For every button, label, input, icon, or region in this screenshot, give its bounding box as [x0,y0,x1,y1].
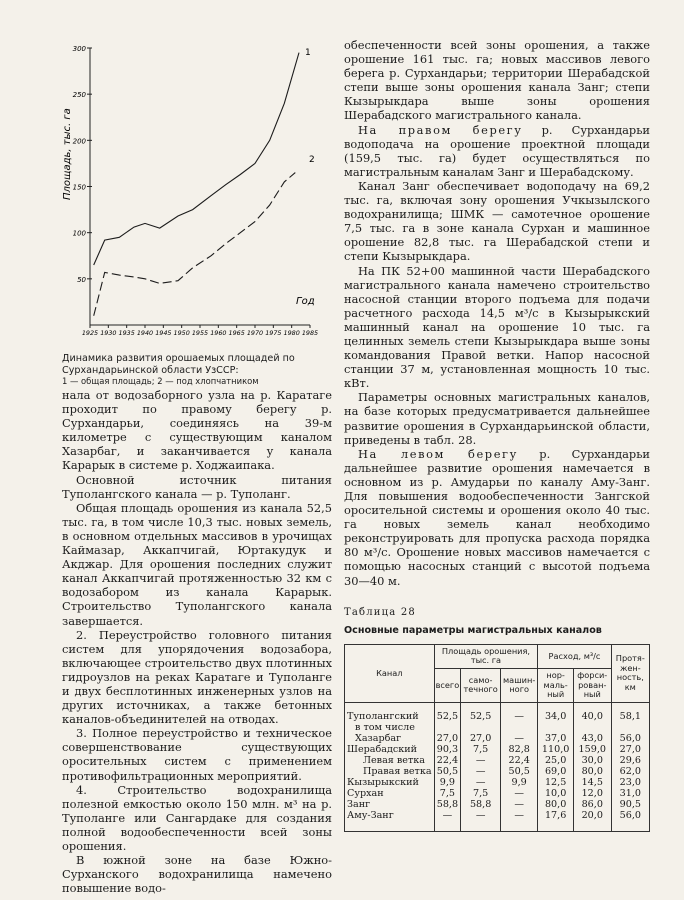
figure-caption [62,353,334,388]
x-tick-label: 1960 [210,329,227,337]
header-machine: машин-ного [501,669,538,703]
table-cell [461,722,501,733]
table-cell: — [501,788,538,799]
table-row [345,733,650,744]
table-cell: 27,0 [611,744,649,755]
table-cell: — [461,777,501,788]
cell-canal: Туполангский [345,702,435,722]
table-cell: 43,0 [573,733,611,744]
table-cell: 56,0 [611,733,649,744]
cell-canal: Кызырыкский [345,777,435,788]
table-row [345,810,650,832]
table-cell: 56,0 [611,810,649,832]
series-line-2 [94,173,296,316]
y-tick-label: 250 [72,91,86,100]
table-cell: — [434,810,461,832]
right-text-column [344,38,650,832]
cell-canal: Левая ветка [345,755,435,766]
table-cell [573,722,611,733]
table-cell [538,722,574,733]
table-cell: 62,0 [611,766,649,777]
table-row [345,702,650,722]
line-label-1: 1 [305,48,311,58]
y-tick-label: 300 [72,45,86,53]
table-cell: 82,8 [501,744,538,755]
table-cell: 37,0 [538,733,574,744]
table-cell: 22,4 [501,755,538,766]
table-cell: 7,5 [461,788,501,799]
table-cell: 52,5 [434,702,461,722]
table-cell: 31,0 [611,788,649,799]
spaced-lead: На правом берегу [358,122,523,137]
table-cell: — [501,799,538,810]
table-cell: — [501,810,538,832]
line-label-2: 2 [309,155,315,165]
x-tick-label: 1975 [265,329,282,337]
paragraph [344,447,650,588]
table-row [345,766,650,777]
table-cell: 110,0 [538,744,574,755]
table-cell: 40,0 [573,702,611,722]
table-cell: 29,6 [611,755,649,766]
table-cell [434,722,461,733]
caption-legend: 1 — общая площадь; 2 — под хлопчатником [62,376,259,386]
table-cell: 58,1 [611,702,649,722]
header-total: всего [434,669,461,703]
table-cell: — [501,733,538,744]
table-cell: 80,0 [538,799,574,810]
paragraph: Параметры основных магистральных каналов, на базе которых предусматривается дальнейшее развитие орошения в Сурхандарьинской области, приведены в табл. 28. [344,390,650,447]
caption-title: Динамика развития орошаемых площадей по Сурхандарьинской области УзССР: [62,353,295,376]
table-cell: 30,0 [573,755,611,766]
x-tick-label: 1955 [191,329,209,337]
x-tick-label: 1930 [100,329,117,337]
paragraph: Общая площадь орошения из канала 52,5 тыс. га, в том числе 10,3 тыс. новых земель, в основном отдельных массивов в урочищах Каймазар, Аккапчигай, Юртакудук и Акджар. Для орошения последних служит канал Аккапчигай протяженностью 32 км с водозабором из канала Карарык. Строительство Туполангского канала завершается. [62,500,332,628]
table-cell: 58,8 [434,799,461,810]
header-flow-group: Расход, м³/с [538,644,611,668]
paragraph-text: р. Сурхандарьи водоподача на орошение проектной площади (159,5 тыс. га) будет осуществляться по магистральным каналам Занг и Шерабадскому. [344,122,651,179]
table-cell: 90,5 [611,799,649,810]
paragraph [344,123,650,179]
paragraph-text: р. Сурхандарьи дальнейшее развитие орошения намечается в основном из р. Амударьи по каналу Аму-Занг. Для повышения водообеспеченности Зангской оросительной системы и орошения около 40 тыс. га новых земель канал необходимо реконструировать для пропуска расхода порядка 80 м³/с. Орошение новых массивов намечается с помощью насосных станций с высотой подъема 30—40 м. [344,446,650,588]
canals-table [344,644,650,832]
x-axis-label: Год [296,296,315,307]
table-cell: 20,0 [573,810,611,832]
series-line-1 [94,53,299,265]
table-row [345,722,650,733]
table-cell: 50,5 [501,766,538,777]
table-cell: 22,4 [434,755,461,766]
table-cell: 80,0 [573,766,611,777]
table-cell: 25,0 [538,755,574,766]
cell-canal: Занг [345,799,435,810]
table-row [345,755,650,766]
table-cell: 34,0 [538,702,574,722]
table-row [345,799,650,810]
table-cell: 159,0 [573,744,611,755]
paragraph: В южной зоне на базе Южно-Сурханского водохранилища намечено повышение водо- [62,853,332,896]
header-length: Протя-жен-ность, км [611,644,649,702]
header-forced: форси-рован-ный [573,669,611,703]
x-tick-label: 1925 [81,329,99,337]
cell-canal: Хазарбаг [345,733,435,744]
x-tick-label: 1985 [301,329,319,337]
cell-canal: Правая ветка [345,766,435,777]
table-row [345,788,650,799]
paragraph: На ПК 52+00 машинной части Шерабадского магистрального канала намечено строительство насосной станции второго подъема для подачи расчетного расхода 14,5 м³/с в Кызырыкский машинный канал на орошение 10 тыс. га целинных земель степи Кызырыкдара выше зоны командования Правой ветки. Напор насосной станции 37 м, установленная мощность 10 тыс. кВт. [344,263,650,391]
table-cell: — [501,702,538,722]
x-tick-label: 1945 [155,329,172,337]
table-cell: 12,5 [538,777,574,788]
table-cell: 17,6 [538,810,574,832]
table-cell: 27,0 [461,733,501,744]
table-cell: — [461,810,501,832]
table-cell: 7,5 [434,788,461,799]
x-tick-label: 1980 [283,329,300,337]
table-cell: 23,0 [611,777,649,788]
table-cell: 10,0 [538,788,574,799]
x-tick-label: 1940 [136,329,154,337]
table-label: Таблица 28 [344,606,416,618]
cell-canal: Сурхан [345,788,435,799]
paragraph: 2. Переустройство головного питания систем для упорядочения водозабора, включающее строительство двух плотинных гидроузлов на реках Каратаге и Туполанге и двух бесплотинных инженерных узлов на других источниках, а также бетонных каналов-объединителей на отводах. [62,627,332,727]
y-axis-label: Площадь, тыс. га [62,108,73,200]
y-tick-label: 50 [77,275,86,284]
table-cell [501,722,538,733]
paragraph: Канал Занг обеспечивает водоподачу на 69,2 тыс. га, включая зону орошения Учкызылского водохранилища; ШМК — самотечное орошение 7,5 тыс. га в зоне канала Сурхан и машинное орошение 82,8 тыс. га Шерабадской степи и степи Кызырыкдара. [344,178,650,264]
cell-canal: в том числе [345,722,435,733]
table-cell: 58,8 [461,799,501,810]
table-cell: 50,5 [434,766,461,777]
area-chart [60,40,332,340]
table-cell: 52,5 [461,702,501,722]
x-tick-label: 1950 [173,329,190,337]
x-tick-label: 1935 [118,329,135,337]
table-cell: 86,0 [573,799,611,810]
table-cell: 7,5 [461,744,501,755]
table-cell: 69,0 [538,766,574,777]
spaced-lead: На левом берегу [358,446,518,461]
paragraph: Основной источник питания Туполангского канала — р. Туполанг. [62,472,332,501]
header-normal: нор-маль-ный [538,669,574,703]
cell-canal: Шерабадский [345,744,435,755]
paragraph: обеспеченности всей зоны орошения, а также орошение 161 тыс. га; новых массивов левого берега р. Сурхандарьи; территории Шерабадской степи выше зоны орошения канала Занг; степи Кызырыкдара выше зоны орошения Шерабадского магистрального канала. [344,38,650,123]
table-row [345,777,650,788]
paragraph: 4. Строительство водохранилища полезной емкостью около 150 млн. м³ на р. Туполанге или Сангардаке для создания полной водообеспеченности всей зоны орошения. [62,782,332,853]
table-row [345,744,650,755]
paragraph: 3. Полное переустройство и техническое совершенствование существующих оросительных систем с применением противофильтрационных мероприятий. [62,726,332,783]
cell-canal: Аму-Занг [345,810,435,832]
table-cell: — [461,766,501,777]
table-cell: 90,3 [434,744,461,755]
y-tick-label: 150 [72,183,86,192]
y-tick-label: 200 [72,137,86,146]
table-title: Основные параметры магистральных каналов [344,624,602,636]
table-cell: 27,0 [434,733,461,744]
y-tick-label: 100 [72,229,86,238]
header-area-group: Площадь орошения, тыс. га [434,644,538,668]
table-cell: 9,9 [501,777,538,788]
header-gravity: само-течного [461,669,501,703]
table-cell [611,722,649,733]
x-tick-label: 1970 [246,329,264,337]
table-cell: — [461,755,501,766]
table-cell: 14,5 [573,777,611,788]
left-text-column [62,388,332,895]
header-canal: Канал [345,644,435,702]
table-cell: 12,0 [573,788,611,799]
paragraph: нала от водозаборного узла на р. Каратаге проходит по правому берегу р. Сурхандарьи, соединяясь на 39-м километре с существующим каналом Хазарбаг, и заканчивается у канала Карарык в системе р. Ходжаипака. [62,388,332,473]
table-cell: 9,9 [434,777,461,788]
x-tick-label: 1965 [228,329,245,337]
